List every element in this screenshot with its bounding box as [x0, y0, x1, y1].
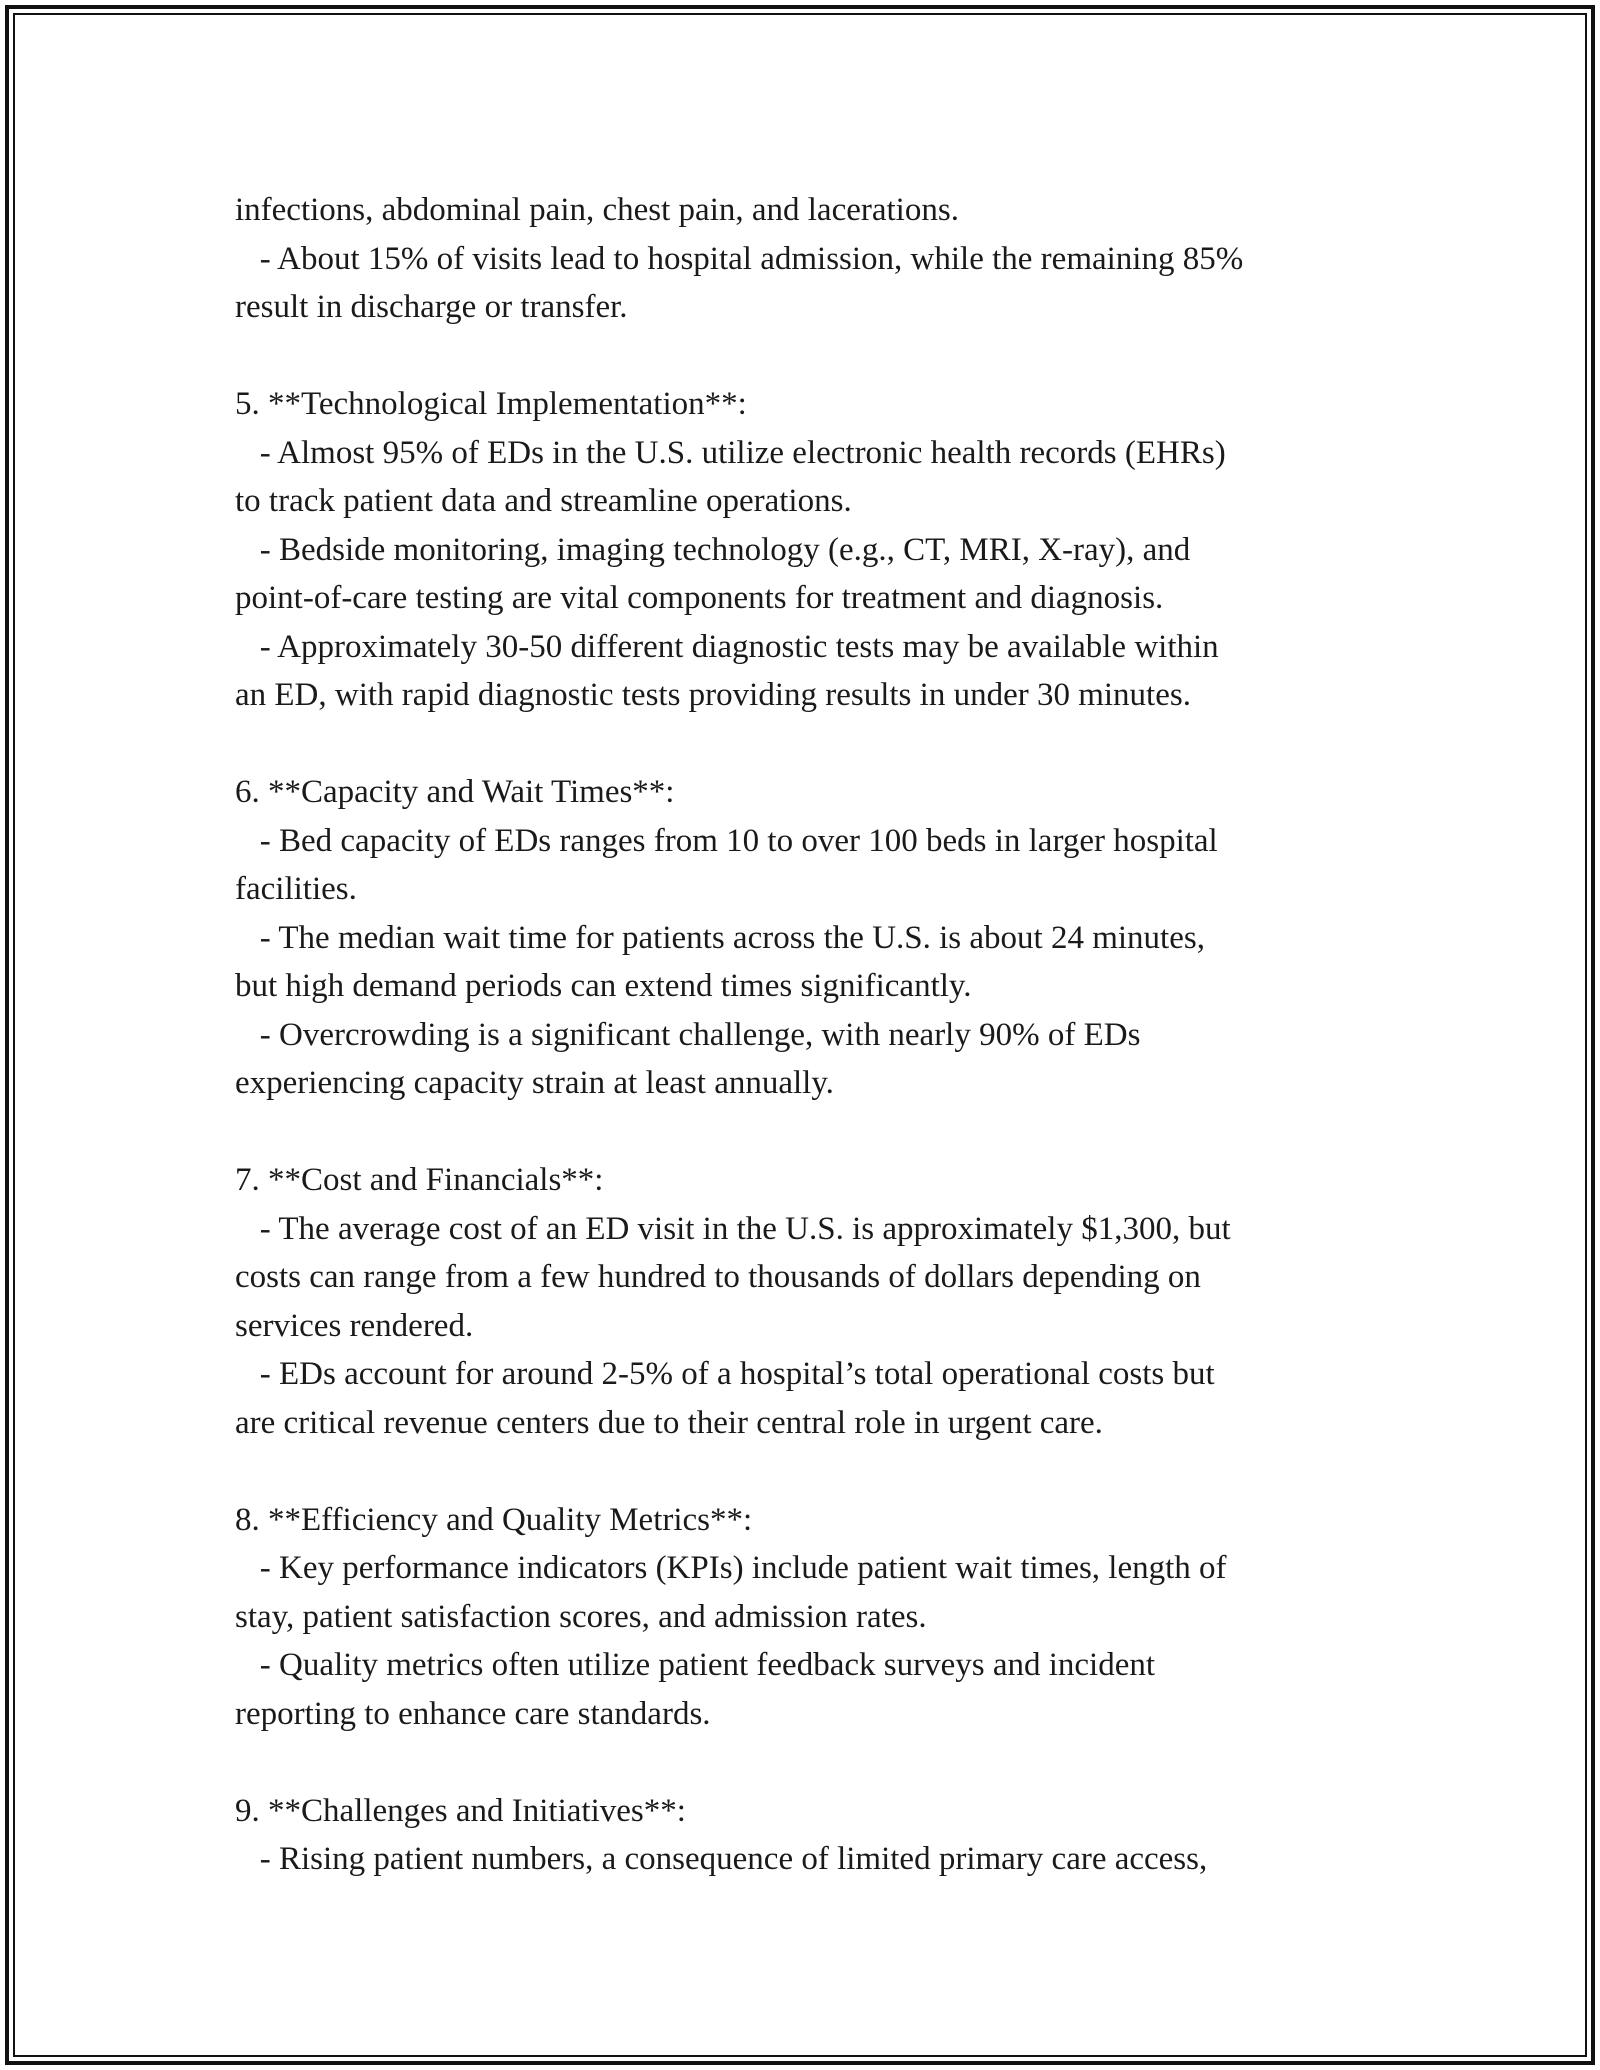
text-line: infections, abdominal pain, chest pain, and lacerations.	[235, 192, 959, 228]
document-body	[235, 186, 1395, 1884]
text-line: are critical revenue centers due to their central role in urgent care.	[235, 1404, 1103, 1441]
text-line: - Quality metrics often utilize patient feedback surveys and incident	[235, 1647, 1156, 1683]
blank-line	[235, 1108, 1395, 1157]
text-line: but high demand periods can extend times significantly.	[235, 968, 972, 1004]
section-heading: 7. **Cost and Financials**:	[235, 1162, 604, 1198]
section-heading: 5. **Technological Implementation**:	[235, 386, 747, 422]
blank-line	[235, 1447, 1395, 1496]
text-line: experiencing capacity strain at least annually.	[235, 1065, 834, 1101]
section-heading: 9. **Challenges and Initiatives**:	[235, 1792, 686, 1829]
text-line: - Almost 95% of EDs in the U.S. utilize electronic health records (EHRs)	[235, 434, 1226, 471]
text-line: reporting to enhance care standards.	[235, 1695, 711, 1732]
text-line: - EDs account for around 2-5% of a hospital’s total operational costs but	[235, 1356, 1215, 1392]
text-line: - Rising patient numbers, a consequence of limited primary care access,	[235, 1841, 1208, 1877]
text-line: costs can range from a few hundred to thousands of dollars depending on	[235, 1259, 1201, 1295]
text-line: - Approximately 30-50 different diagnostic tests may be available within	[235, 628, 1219, 665]
text-line: - The median wait time for patients across the U.S. is about 24 minutes,	[235, 919, 1205, 956]
section-heading: 6. **Capacity and Wait Times**:	[235, 774, 675, 810]
text-line: to track patient data and streamline operations.	[235, 483, 852, 519]
text-line: - Key performance indicators (KPIs) include patient wait times, length of	[235, 1550, 1227, 1586]
text-line: an ED, with rapid diagnostic tests providing results in under 30 minutes.	[235, 677, 1191, 713]
blank-line	[235, 720, 1395, 769]
text-line: stay, patient satisfaction scores, and admission rates.	[235, 1598, 927, 1635]
text-line: result in discharge or transfer.	[235, 289, 628, 325]
text-line: - About 15% of visits lead to hospital admission, while the remaining 85%	[235, 240, 1244, 277]
text-line: point-of-care testing are vital components for treatment and diagnosis.	[235, 580, 1164, 616]
text-line: - Overcrowding is a significant challenge, with nearly 90% of EDs	[235, 1016, 1141, 1053]
text-line: services rendered.	[235, 1307, 474, 1344]
text-line: - Bedside monitoring, imaging technology (e.g., CT, MRI, X-ray), and	[235, 531, 1191, 568]
blank-line	[235, 1738, 1395, 1787]
blank-line	[235, 332, 1395, 381]
text-line: - Bed capacity of EDs ranges from 10 to over 100 beds in larger hospital	[235, 822, 1218, 859]
section-heading: 8. **Efficiency and Quality Metrics**:	[235, 1501, 753, 1538]
text-line: - The average cost of an ED visit in the U.S. is approximately $1,300, but	[235, 1210, 1231, 1247]
text-line: facilities.	[235, 871, 357, 907]
